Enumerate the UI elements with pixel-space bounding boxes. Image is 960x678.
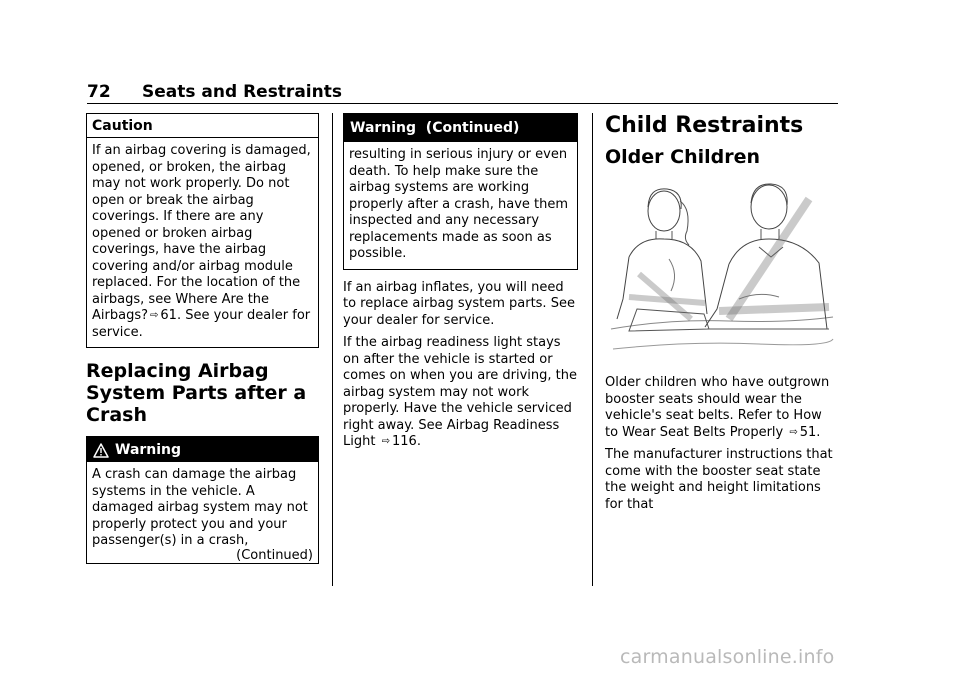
caution-ref-page[interactable]: 61 bbox=[160, 308, 177, 323]
readiness-text: If the airbag readiness light stays on after the vehicle is started or comes on when you are driving, the airbag system may not work properly. Have the vehicle serviced right away. See Airbag Readiness Light bbox=[343, 335, 578, 449]
warning-continued-body: resulting in serious injury or even death. To help make sure the airbag systems are working properly after a crash, have them inspected and any necessary replacements made as soon as possible. bbox=[349, 147, 569, 261]
column-right bbox=[605, 113, 837, 519]
page-ref-arrow-icon: ⇨ bbox=[789, 426, 798, 438]
warning-continued-header bbox=[344, 114, 577, 142]
older-children-text-end: . bbox=[816, 424, 821, 440]
page-ref-arrow-icon: ⇨ bbox=[150, 310, 159, 321]
section-title: Seats and Restraints bbox=[142, 82, 342, 102]
caution-title: Caution bbox=[87, 114, 318, 138]
readiness-light-paragraph bbox=[343, 335, 578, 451]
older-children-paragraph bbox=[605, 375, 837, 441]
replacing-airbag-heading: Replacing Airbag System Parts after a Crash bbox=[86, 360, 307, 426]
older-children-ref-page[interactable]: 51 bbox=[799, 424, 817, 440]
warning-text: A crash can damage the airbag systems in the vehicle. A damaged airbag system may not properly protect you and your passenger(s) in a crash, bbox=[92, 467, 308, 548]
caution-text: If an airbag covering is damaged, opened, or broken, the airbag may not work properly. Do not open or break the airbag coverings. If there are any opened or broken airbag coverings, have the airbag covering and/or airbag module replaced. For the location of the airbags, see Where Are the Airbags? bbox=[92, 143, 311, 323]
manufacturer-instructions-paragraph: The manufacturer instructions that come with the booster seat state the weight and height limitations for that bbox=[605, 447, 833, 512]
page-ref-arrow-icon: ⇨ bbox=[381, 436, 390, 447]
readiness-text-end: . bbox=[416, 434, 421, 449]
header-rule bbox=[87, 103, 838, 104]
warning-body bbox=[87, 462, 318, 563]
readiness-ref-page[interactable]: 116 bbox=[391, 434, 417, 449]
warning-continued-title: Warning (Continued) bbox=[350, 120, 520, 136]
continued-label: (Continued) bbox=[236, 547, 313, 563]
caution-body bbox=[87, 138, 318, 347]
warning-header bbox=[87, 437, 318, 462]
column-left bbox=[86, 113, 319, 564]
seated-children-seatbelt-illustration bbox=[609, 179, 835, 359]
child-restraints-title: Child Restraints bbox=[605, 113, 804, 138]
caution-text-end: . See your dealer for service. bbox=[92, 308, 311, 340]
warning-box bbox=[86, 436, 319, 564]
caution-box bbox=[86, 113, 319, 348]
page-number: 72 bbox=[87, 82, 111, 102]
warning-title: Warning bbox=[115, 442, 182, 458]
column-divider bbox=[332, 113, 333, 586]
older-children-subtitle: Older Children bbox=[605, 146, 761, 168]
column-divider bbox=[592, 113, 593, 586]
column-middle bbox=[343, 113, 578, 457]
older-children-text: Older children who have outgrown booster seats should wear the vehicle's seat belts. Refer to How to Wear Seat Belts Properly bbox=[605, 375, 830, 440]
airbag-inflates-paragraph: If an airbag inflates, you will need to replace airbag system parts. See your dealer for service. bbox=[343, 279, 575, 328]
warning-continued-box bbox=[343, 113, 578, 270]
warning-triangle-icon bbox=[93, 443, 109, 458]
watermark: carmanualsonline.info bbox=[620, 646, 835, 668]
